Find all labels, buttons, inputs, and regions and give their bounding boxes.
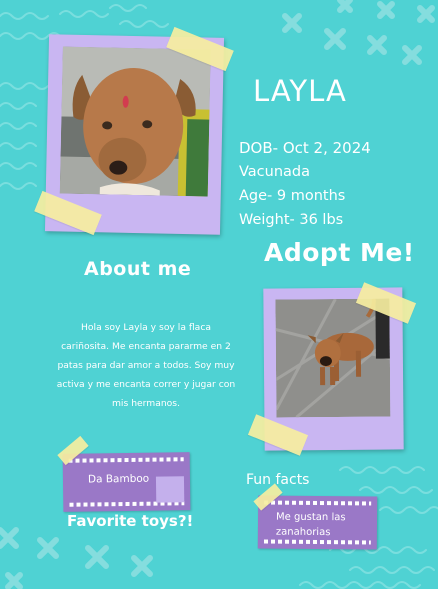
pet-age: Age- 9 months xyxy=(239,188,346,204)
favorite-toys-heading: Favorite toys?! xyxy=(67,512,194,530)
favorite-toy-card xyxy=(63,452,191,512)
film-holes xyxy=(69,457,184,463)
film-holes xyxy=(264,501,371,506)
fun-fact-card xyxy=(258,495,377,549)
dog-standing-photo xyxy=(275,299,390,418)
film-frame-box xyxy=(156,476,184,502)
pet-weight: Weight- 36 lbs xyxy=(239,212,344,228)
about-text: Hola soy Layla y soy la flaca cariñosita. Me encanta pararme en 2 patas para dar amor a todos. Soy muy activa y me encanta correr y jugar con mis hermanos. xyxy=(56,322,236,409)
pet-dob: DOB- Oct 2, 2024 xyxy=(239,139,371,157)
fun-facts-heading: Fun facts xyxy=(246,472,310,488)
adopt-heading: Adopt Me! xyxy=(264,238,415,267)
about-heading: About me xyxy=(84,258,192,280)
pet-name: LAYLA xyxy=(253,74,347,108)
fun-fact-text: Me gustan las zanahorias xyxy=(275,511,346,539)
pet-vaccination-status: Vacunada xyxy=(239,164,311,180)
dog-portrait-photo xyxy=(60,46,211,196)
favorite-toy-text: Da Bamboo xyxy=(87,472,150,486)
pet-facts xyxy=(239,136,371,232)
